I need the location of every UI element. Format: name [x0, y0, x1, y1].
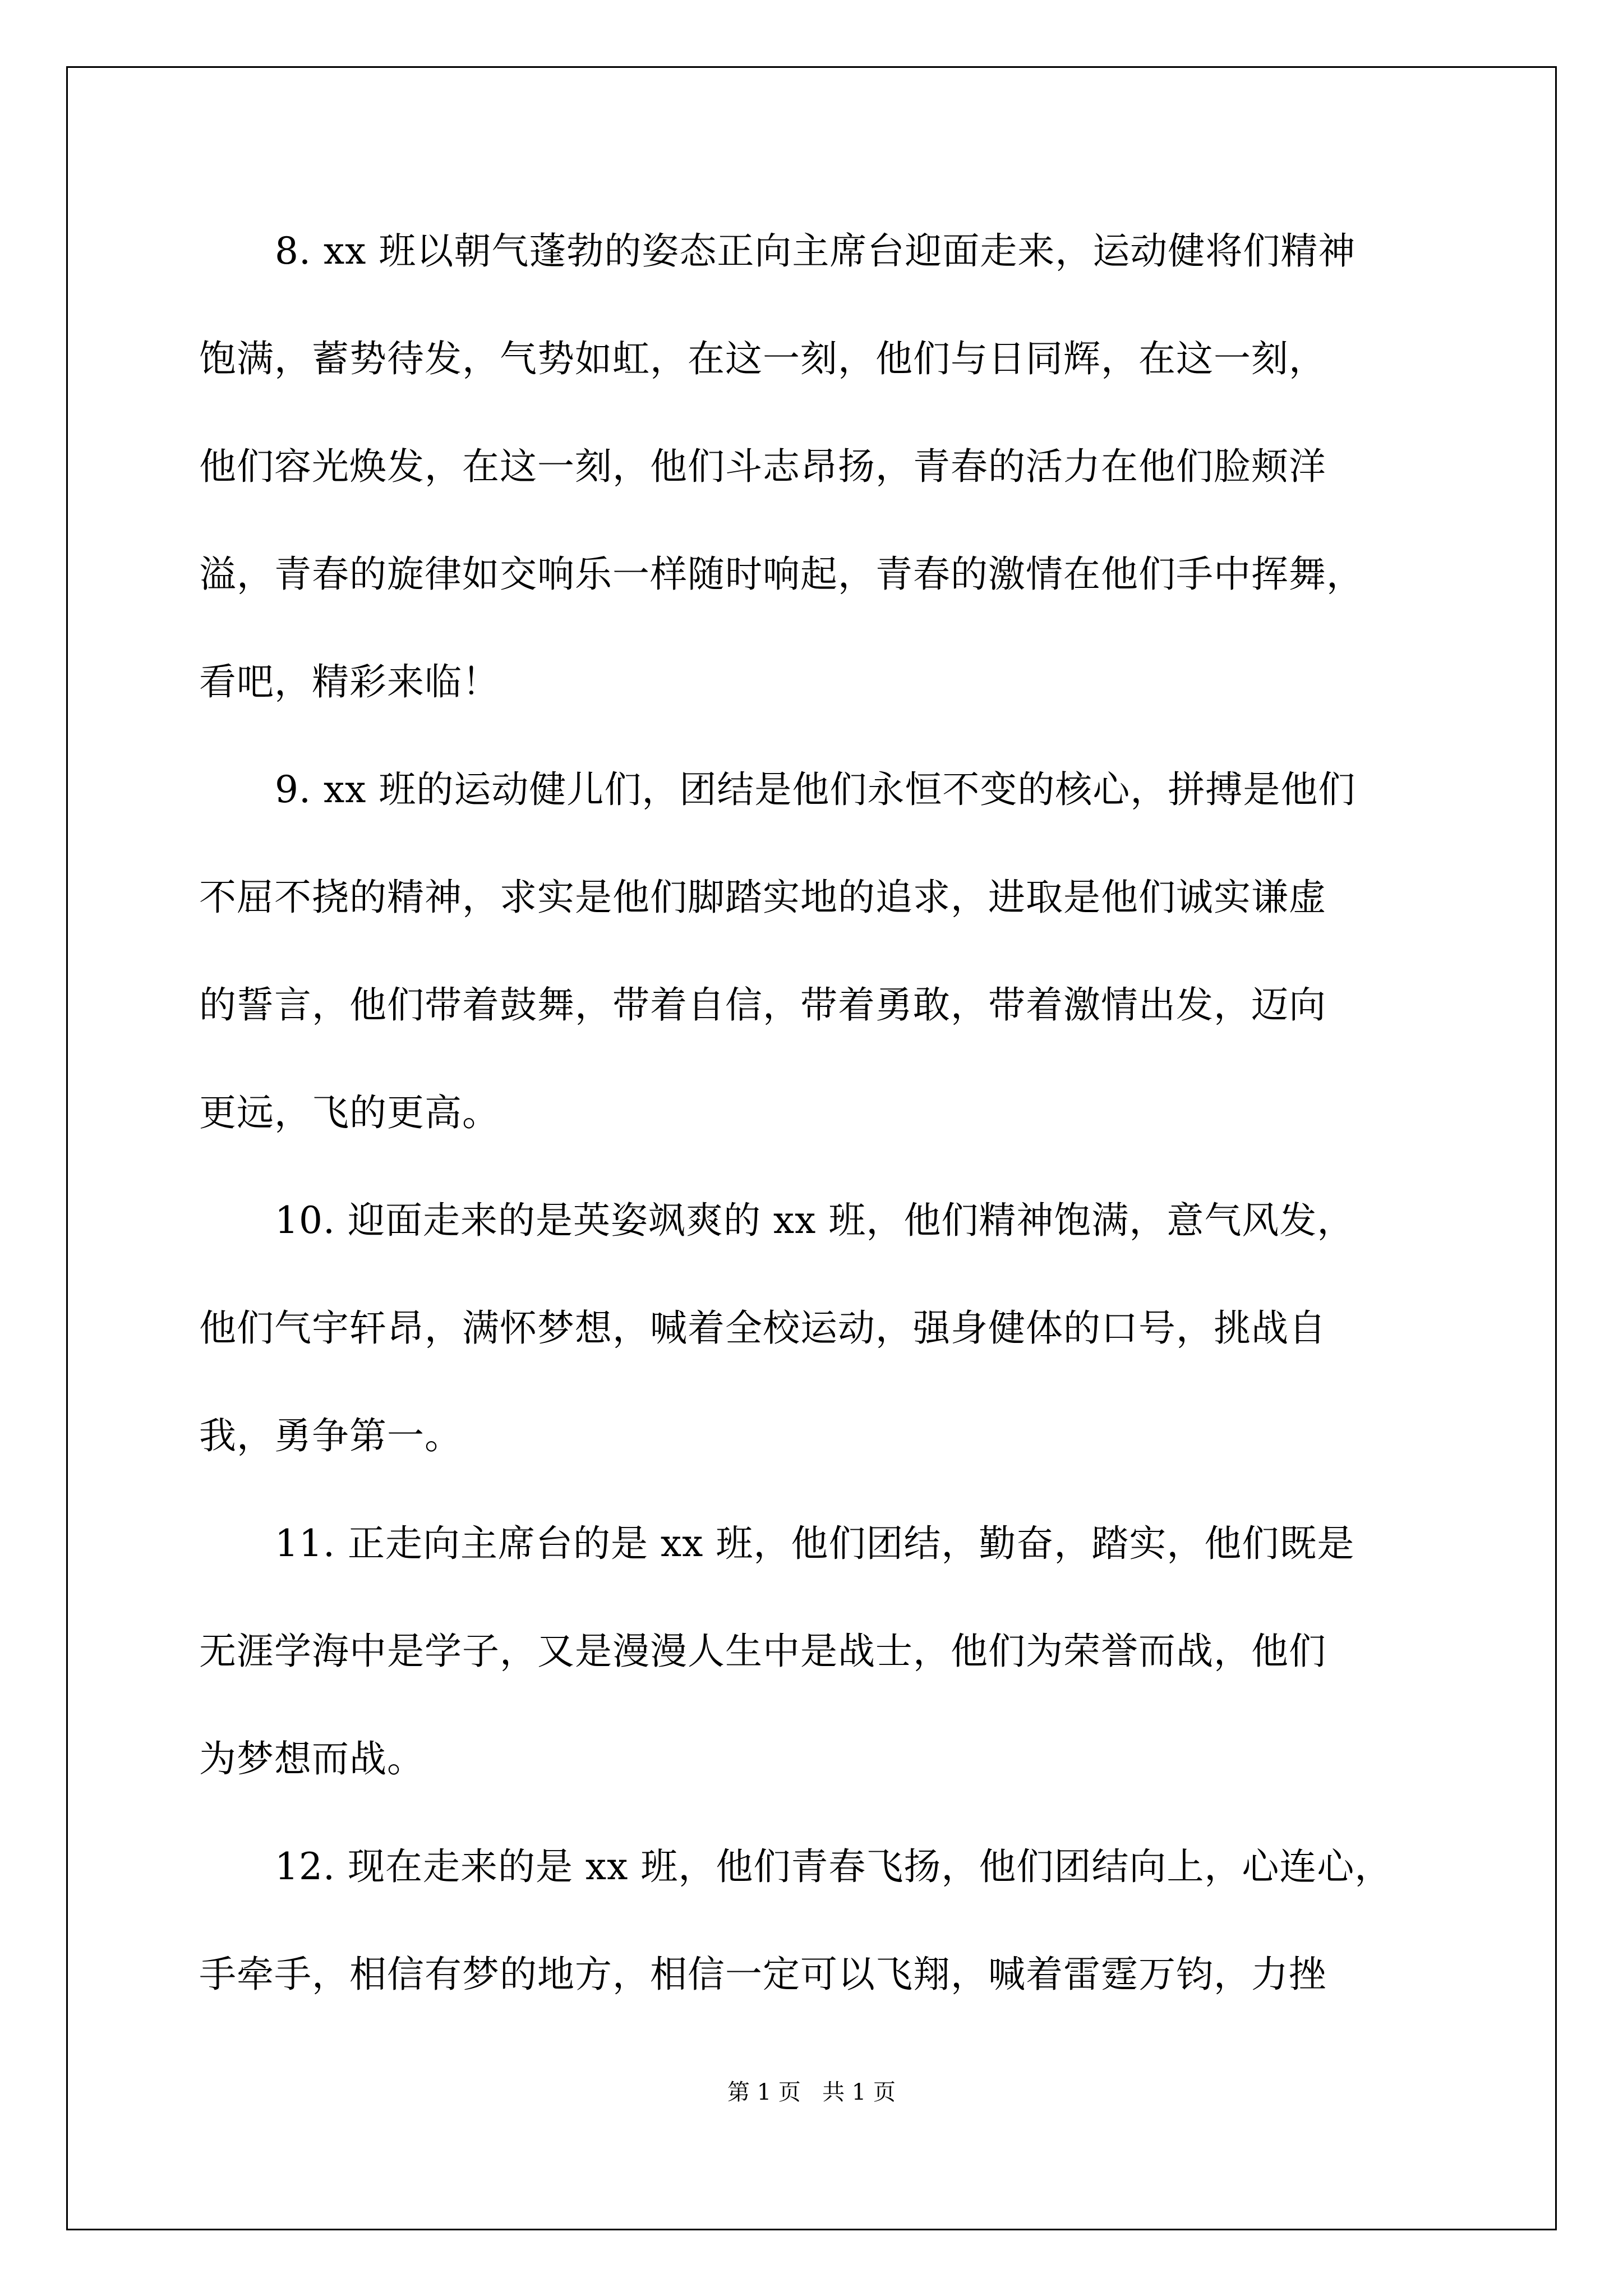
- paragraph-10-line-1: 10. 迎面走来的是英姿飒爽的 xx 班，他们精神饱满，意气风发，: [275, 1199, 1355, 1242]
- paragraph-8-line-5: 看吧，精彩来临！: [199, 660, 500, 703]
- paragraph-12-line-1: 12. 现在走来的是 xx 班，他们青春飞扬，他们团结向上，心连心，: [275, 1845, 1393, 1888]
- paragraph-8-line-4: 溢，青春的旋律如交响乐一样随时响起，青春的激情在他们手中挥舞，: [199, 553, 1364, 596]
- paragraph-10-line-2: 他们气宇轩昂，满怀梦想，喊着全校运动，强身健体的口号，挑战自: [199, 1306, 1326, 1350]
- paragraph-8-line-2: 饱满，蓄势待发，气势如虹，在这一刻，他们与日同辉，在这一刻，: [199, 337, 1326, 380]
- paragraph-8-line-3: 他们容光焕发，在这一刻，他们斗志昂扬，青春的活力在他们脸颊洋: [199, 445, 1326, 488]
- paragraph-11-line-2: 无涯学海中是学子，又是漫漫人生中是战士，他们为荣誉而战，他们: [199, 1630, 1326, 1673]
- paragraph-9-line-4: 更远，飞的更高。: [199, 1091, 500, 1134]
- page-number-footer: 第 1 页 共 1 页: [727, 2079, 896, 2105]
- paragraph-10-line-3: 我，勇争第一。: [199, 1414, 462, 1457]
- paragraph-8-line-1: 8. xx 班以朝气蓬勃的姿态正向主席台迎面走来，运动健将们精神: [275, 229, 1356, 273]
- paragraph-12-line-2: 手牵手，相信有梦的地方，相信一定可以飞翔，喊着雷霆万钧，力挫: [199, 1953, 1326, 1996]
- paragraph-9-line-1: 9. xx 班的运动健儿们，团结是他们永恒不变的核心，拼搏是他们: [275, 768, 1356, 811]
- paragraph-11-line-3: 为梦想而战。: [199, 1737, 425, 1780]
- page-border: [66, 66, 1557, 2230]
- paragraph-9-line-2: 不屈不挠的精神，求实是他们脚踏实地的追求，进取是他们诚实谦虚: [199, 876, 1326, 919]
- paragraph-11-line-1: 11. 正走向主席台的是 xx 班，他们团结，勤奋，踏实，他们既是: [275, 1522, 1355, 1565]
- paragraph-9-line-3: 的誓言，他们带着鼓舞，带着自信，带着勇敢，带着激情出发，迈向: [199, 983, 1326, 1027]
